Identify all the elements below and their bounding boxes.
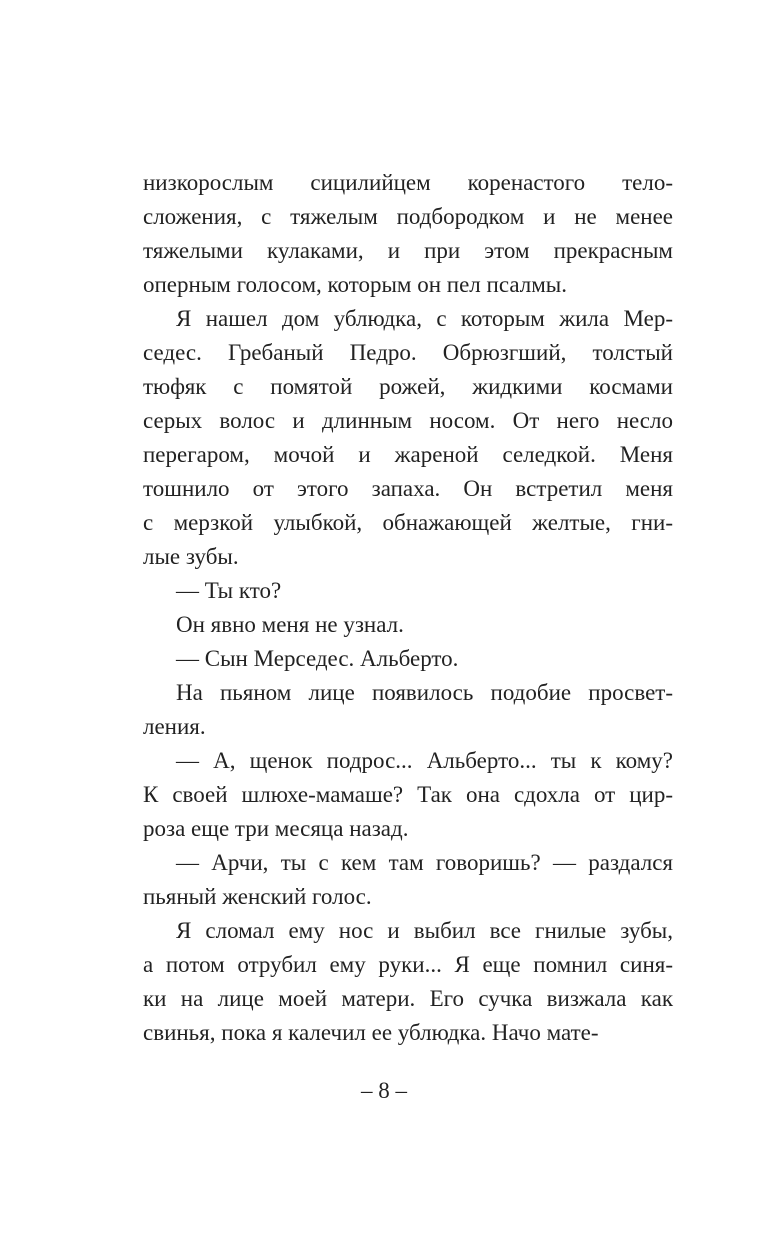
paragraph	[143, 608, 673, 642]
text-line: а потом отрубил ему руки... Я еще помнил синя-	[143, 952, 673, 977]
paragraph	[143, 846, 673, 914]
text-line: Он явно меня не узнал.	[176, 612, 404, 637]
text-line: К своей шлюхе-мамаше? Так она сдохла от цир-	[143, 782, 673, 807]
text-line: с мерзкой улыбкой, обнажающей желтые, гни-	[143, 510, 673, 535]
text-line: тошнило от этого запаха. Он встретил меня	[143, 476, 673, 501]
text-line: перегаром, мочой и жареной селедкой. Меня	[143, 442, 673, 467]
text-line: тюфяк с помятой рожей, жидкими космами	[143, 374, 673, 399]
text-line: седес. Гребаный Педро. Обрюзгший, толстый	[143, 340, 673, 365]
text-line: тяжелыми кулаками, и при этом прекрасным	[143, 238, 673, 263]
text-line: свинья, пока я калечил ее ублюдка. Начо мате-	[143, 1020, 599, 1045]
text-line: На пьяном лице появилось подобие просвет-	[176, 680, 673, 705]
paragraph	[143, 676, 673, 744]
text-line: оперным голосом, которым он пел псалмы.	[143, 272, 567, 297]
text-line: ки на лице моей матери. Его сучка визжала как	[143, 986, 673, 1011]
paragraph	[143, 302, 673, 574]
paragraph	[143, 914, 673, 1050]
paragraph	[143, 642, 673, 676]
text-line: — Ты кто?	[176, 578, 282, 603]
paragraph	[143, 166, 673, 302]
text-line: Я нашел дом ублюдка, с которым жила Мер-	[176, 306, 673, 331]
text-line: — Арчи, ты с кем там говоришь? — раздался	[176, 850, 673, 875]
text-line: роза еще три месяца назад.	[143, 816, 409, 841]
text-line: пьяный женский голос.	[143, 884, 372, 909]
text-line: — А, щенок подрос... Альберто... ты к кому?	[176, 748, 673, 773]
body-text	[143, 166, 673, 1050]
text-line: низкорослым сицилийцем коренастого тело-	[143, 170, 673, 195]
text-line: Я сломал ему нос и выбил все гнилые зубы,	[176, 918, 673, 943]
text-line: сложения, с тяжелым подбородком и не менее	[143, 204, 673, 229]
text-line: ления.	[143, 714, 206, 739]
text-line: — Сын Мерседес. Альберто.	[176, 646, 459, 671]
page-number: – 8 –	[361, 1078, 407, 1103]
text-line: лые зубы.	[143, 544, 239, 569]
paragraph	[143, 744, 673, 846]
paragraph	[143, 574, 673, 608]
text-line: серых волос и длинным носом. От него несло	[143, 408, 673, 433]
